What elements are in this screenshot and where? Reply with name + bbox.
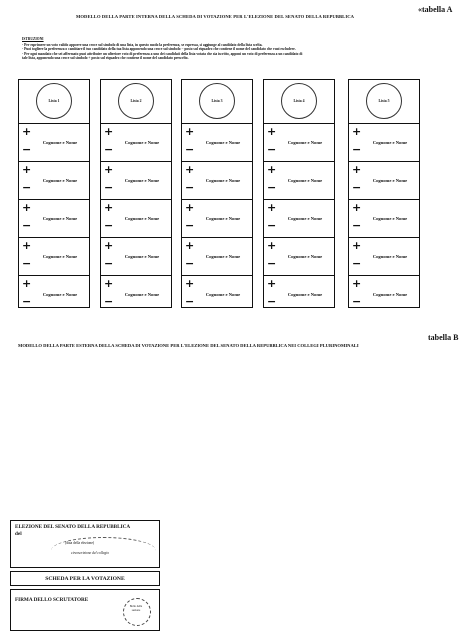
instructions <box>22 37 462 61</box>
candidate-row <box>349 200 419 238</box>
election-title: ELEZIONE DEL SENATO DELLA REPUBBLICA <box>15 524 131 530</box>
plus-icon[interactable]: + <box>104 125 114 138</box>
candidate-name: Cognome e Nome <box>287 216 323 221</box>
candidate-name: Cognome e Nome <box>42 140 78 145</box>
minus-icon[interactable]: − <box>22 257 32 270</box>
candidate-name: Cognome e Nome <box>205 178 241 183</box>
candidate-row <box>182 162 252 200</box>
candidate-row <box>264 276 334 313</box>
candidate-name: Cognome e Nome <box>205 140 241 145</box>
list-column <box>181 79 253 308</box>
candidate-name: Cognome e Nome <box>287 254 323 259</box>
candidate-name: Cognome e Nome <box>372 178 408 183</box>
candidate-row <box>264 238 334 276</box>
list-label: Lista 4 <box>293 99 305 103</box>
candidate-name: Cognome e Nome <box>205 254 241 259</box>
candidate-row <box>19 200 89 238</box>
candidate-name: Cognome e Nome <box>372 140 408 145</box>
candidate-row <box>182 124 252 162</box>
plus-icon[interactable]: + <box>22 239 32 252</box>
minus-icon[interactable]: − <box>22 219 32 232</box>
candidate-row <box>182 200 252 238</box>
candidate-name: Cognome e Nome <box>124 216 160 221</box>
plus-icon[interactable]: + <box>104 277 114 290</box>
candidate-name: Cognome e Nome <box>287 292 323 297</box>
minus-icon[interactable]: − <box>352 219 362 232</box>
candidate-row <box>349 162 419 200</box>
minus-icon[interactable]: − <box>352 295 362 308</box>
instruction-line: - Per esprimere un voto valido apporre una croce sul simbolo di una lista, in questo modo la preferenza, se espressa, si aggiunge al candidato della lista scelta. <box>22 42 263 47</box>
minus-icon[interactable]: − <box>185 143 195 156</box>
candidate-name: Cognome e Nome <box>372 216 408 221</box>
candidate-row <box>182 276 252 313</box>
candidate-name: Cognome e Nome <box>372 254 408 259</box>
list-label: Lista 2 <box>130 99 142 103</box>
signature-label: FIRMA DELLO SCRUTATORE <box>15 597 89 603</box>
list-label: Lista 3 <box>211 99 223 103</box>
minus-icon[interactable]: − <box>104 181 114 194</box>
plus-icon[interactable]: + <box>185 239 195 252</box>
candidate-name: Cognome e Nome <box>124 140 160 145</box>
title-internal-ballot: MODELLO DELLA PARTE INTERNA DELLA SCHEDA DI VOTAZIONE PER L'ELEZIONE DEL SENATO DELLA REPUBBLICA <box>75 14 355 19</box>
candidate-row <box>182 238 252 276</box>
candidate-row <box>349 276 419 313</box>
plus-icon[interactable]: + <box>22 125 32 138</box>
candidate-row <box>349 124 419 162</box>
plus-icon[interactable]: + <box>185 125 195 138</box>
minus-icon[interactable]: − <box>104 295 114 308</box>
candidate-row <box>101 238 171 276</box>
candidate-name: Cognome e Nome <box>42 216 78 221</box>
plus-icon[interactable]: + <box>22 277 32 290</box>
minus-icon[interactable]: − <box>267 181 277 194</box>
plus-icon[interactable]: + <box>104 201 114 214</box>
candidate-row <box>19 276 89 313</box>
list-column <box>348 79 420 308</box>
election-date-prefix: del <box>15 531 22 537</box>
minus-icon[interactable]: − <box>267 143 277 156</box>
candidate-row <box>19 238 89 276</box>
minus-icon[interactable]: − <box>352 181 362 194</box>
minus-icon[interactable]: − <box>185 295 195 308</box>
plus-icon[interactable]: + <box>267 201 277 214</box>
plus-icon[interactable]: + <box>352 277 362 290</box>
plus-icon[interactable]: + <box>185 163 195 176</box>
candidate-name: Cognome e Nome <box>42 292 78 297</box>
stamp-text: (data della elezione) <box>65 541 95 545</box>
candidate-name: Cognome e Nome <box>287 140 323 145</box>
plus-icon[interactable]: + <box>352 125 362 138</box>
plus-icon[interactable]: + <box>267 239 277 252</box>
plus-icon[interactable]: + <box>352 239 362 252</box>
candidate-row <box>101 200 171 238</box>
candidate-name: Cognome e Nome <box>124 292 160 297</box>
seal-text: Bollo della sezione <box>129 605 143 612</box>
list-symbol-box[interactable] <box>101 80 171 124</box>
candidate-row <box>264 200 334 238</box>
list-symbol-box[interactable] <box>264 80 334 124</box>
candidate-row <box>19 162 89 200</box>
minus-icon[interactable]: − <box>352 257 362 270</box>
minus-icon[interactable]: − <box>185 257 195 270</box>
list-column <box>263 79 335 308</box>
plus-icon[interactable]: + <box>352 201 362 214</box>
candidate-row <box>264 124 334 162</box>
list-label: Lista 1 <box>48 99 60 103</box>
signature-box <box>10 589 160 631</box>
list-label: Lista 5 <box>378 99 390 103</box>
plus-icon[interactable]: + <box>267 163 277 176</box>
instruction-line: - Per ogni mandato che sei affermato puoi attribuire un ulteriore voto di preferenza a uno dei candidati della lista votata che sia iscritto, apponi un voto di preferenza a un candidato di <box>22 51 303 56</box>
list-symbol-box[interactable] <box>19 80 89 124</box>
minus-icon[interactable]: − <box>352 143 362 156</box>
list-column <box>18 79 90 308</box>
candidate-name: Cognome e Nome <box>287 178 323 183</box>
minus-icon[interactable]: − <box>22 295 32 308</box>
plus-icon[interactable]: + <box>22 201 32 214</box>
plus-icon[interactable]: + <box>22 163 32 176</box>
election-box <box>10 520 160 568</box>
candidate-row <box>264 162 334 200</box>
plus-icon[interactable]: + <box>267 277 277 290</box>
minus-icon[interactable]: − <box>22 143 32 156</box>
minus-icon[interactable]: − <box>185 219 195 232</box>
plus-icon[interactable]: + <box>104 239 114 252</box>
ballot-stub <box>10 520 160 632</box>
minus-icon[interactable]: − <box>267 257 277 270</box>
candidate-row <box>349 238 419 276</box>
candidate-name: Cognome e Nome <box>42 254 78 259</box>
candidate-name: Cognome e Nome <box>205 216 241 221</box>
minus-icon[interactable]: − <box>104 257 114 270</box>
candidate-name: Cognome e Nome <box>42 178 78 183</box>
plus-icon[interactable]: + <box>352 163 362 176</box>
candidate-row <box>19 124 89 162</box>
ballot-columns <box>18 79 420 308</box>
candidate-name: Cognome e Nome <box>372 292 408 297</box>
list-symbol-box[interactable] <box>182 80 252 124</box>
scheda-box <box>10 571 160 586</box>
candidate-name: Cognome e Nome <box>205 292 241 297</box>
plus-icon[interactable]: + <box>267 125 277 138</box>
minus-icon[interactable]: − <box>22 181 32 194</box>
minus-icon[interactable]: − <box>267 295 277 308</box>
candidate-row <box>101 162 171 200</box>
minus-icon[interactable]: − <box>185 181 195 194</box>
title-external-ballot: MODELLO DELLA PARTE ESTERNA DELLA SCHEDA DI VOTAZIONE PER L'ELEZIONE DEL SENATO DELLA REPUBBLICA NEI COLLEGI PLURINOMINALI <box>18 343 359 348</box>
plus-icon[interactable]: + <box>104 163 114 176</box>
plus-icon[interactable]: + <box>185 277 195 290</box>
candidate-name: Cognome e Nome <box>124 178 160 183</box>
instruction-line: tale lista, apponendo una croce sul simbolo + posto sul riquadro che contiene il nome del candidato prescelto. <box>22 56 189 61</box>
candidate-row <box>101 276 171 313</box>
minus-icon[interactable]: − <box>267 219 277 232</box>
stamp-text-secondary: circoscrizione del collegio <box>71 551 109 555</box>
minus-icon[interactable]: − <box>104 143 114 156</box>
minus-icon[interactable]: − <box>104 219 114 232</box>
candidate-row <box>101 124 171 162</box>
instructions-heading: ISTRUZIONI <box>22 37 44 41</box>
list-symbol-box[interactable] <box>349 80 419 124</box>
candidate-name: Cognome e Nome <box>124 254 160 259</box>
plus-icon[interactable]: + <box>185 201 195 214</box>
tabella-a-label: «tabella A <box>418 5 453 14</box>
scheda-label: SCHEDA PER LA VOTAZIONE <box>45 576 125 582</box>
tabella-b-label: tabella B <box>428 333 459 342</box>
list-column <box>100 79 172 308</box>
instruction-line: - Puoi togliere la preferenza o cambiare il tuo candidato della tua lista apponendo una croce sul simbolo − posto sul riquadro che contiene il nome del candidato che vuoi escludere. <box>22 47 296 52</box>
